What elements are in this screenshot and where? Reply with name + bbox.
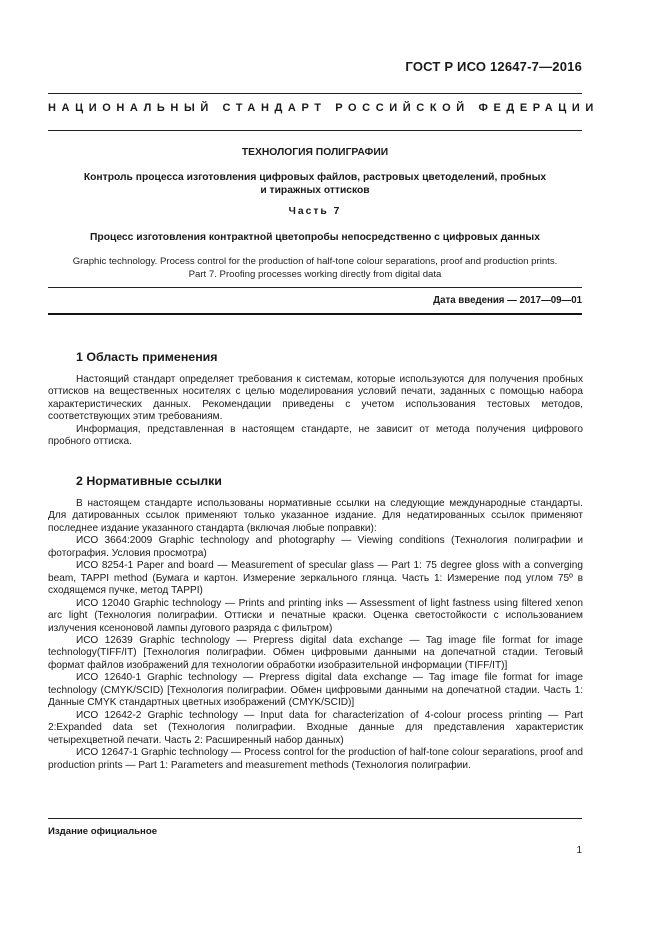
introduction-date: Дата введения — 2017—09—01 xyxy=(433,295,582,306)
title-rule xyxy=(48,287,582,288)
page-number: 1 xyxy=(576,845,582,856)
section-heading: 2 Нормативные ссылки xyxy=(76,474,222,488)
reference-item: ИСО 12642-2 Graphic technology — Input data for characterization of 4-colour process printing — Part 2:Expanded data set (Технология полиграфии. Входные данные для представления характеристик четырехцветной печати. Часть 2: Расширенный набор данных) xyxy=(48,709,583,746)
footer-rule xyxy=(48,818,582,819)
part-title: Процесс изготовления контрактной цветопробы непосредственно с цифровых данных xyxy=(90,232,540,243)
paragraph: Информация, представленная в настоящем стандарте, не зависит от метода получения цифрового пробного оттиска. xyxy=(48,423,583,448)
reference-item: ИСО 12640-1 Graphic technology — Prepress digital data exchange — Tag image file format for image technology (CMYK/SCID) [Технология полиграфии. Обмен цифровыми данными на допечатной стадии. Часть 1: Данные CMYK стандартных цветных изображений (CMYK/SCID)] xyxy=(48,672,583,709)
date-rule xyxy=(48,313,582,315)
reference-item: ИСО 12639 Graphic technology — Prepress digital data exchange — Tag image file format for image technology(TIFF/IT) [Технология полиграфии. Обмен цифровыми данными на допечатной стадии. Теговый формат файлов изображений для технологии обработки изобразительной информации (TIFF/IT)] xyxy=(48,634,583,671)
standard-title: ТЕХНОЛОГИЯ ПОЛИГРАФИИ xyxy=(241,147,389,158)
paragraph: Настоящий стандарт определяет требования к системам, которые используются для получения пробных оттисков на вещественных носителях с целью моделирования условий печати, заданных с помощью набора характеристических данных. Рекомендации приведены с учетом использования тестовых методов, соответствующих этим требованиям. xyxy=(48,374,583,423)
english-title-line2: Part 7. Proofing processes working directly from digital data xyxy=(188,269,442,280)
standard-subtitle-line1: Контроль процесса изготовления цифровых файлов, растровых цветоделений, пробных xyxy=(83,172,547,183)
reference-item: ИСО 8254-1 Paper and board — Measurement of specular glass — Part 1: 75 degree gloss with a converging beam, TAPPI method (Бумага и картон. Измерение зеркального глянца. Часть 1: Измерение под углом 75º в сходящемся пучке, метод TAPPI) xyxy=(48,560,583,597)
standard-subtitle xyxy=(48,171,582,197)
section-normative-references xyxy=(48,474,583,772)
reference-item: ИСО 12040 Graphic technology — Prints and printing inks — Assessment of light fastness using filtered xenon arc light (Технология полиграфии. Оттиски и печатные краски. Оценка светостойкости с использованием излучения ксеноновой лампы дугового разряда с фильтром) xyxy=(48,597,583,634)
national-standard-label: НАЦИОНАЛЬНЫЙ СТАНДАРТ РОССИЙСКОЙ ФЕДЕРАЦИИ xyxy=(48,102,599,114)
standard-subtitle-line2: и тиражных оттисков xyxy=(260,185,370,196)
reference-item: ИСО 12647-1 Graphic technology — Process control for the production of half-tone colour separations, proof and production prints — Part 1: Parameters and measurement methods (Технология полиграфии. xyxy=(48,747,583,771)
english-title xyxy=(48,255,582,281)
paragraph: В настоящем стандарте использованы нормативные ссылки на следующие международные стандарты. Для датированных ссылок применяют только указанное издание. Для недатированных ссылок применяют последнее издание указанного стандарта (включая любые поправки): xyxy=(48,498,583,534)
reference-item: ИСО 3664:2009 Graphic technology and photography — Viewing conditions (Технология полиграфии и фотография. Условия просмотра) xyxy=(48,535,583,559)
header-rule-top xyxy=(48,93,582,94)
part-number: Часть 7 xyxy=(288,206,342,217)
header-rule-bottom xyxy=(48,130,582,131)
document-code: ГОСТ Р ИСО 12647-7—2016 xyxy=(405,59,582,74)
english-title-line1: Graphic technology. Process control for the production of half-tone colour separations, proof and production prints. xyxy=(72,256,558,267)
official-edition-label: Издание официальное xyxy=(48,826,158,837)
section-heading: 1 Область применения xyxy=(76,350,218,364)
section-scope xyxy=(48,350,583,449)
